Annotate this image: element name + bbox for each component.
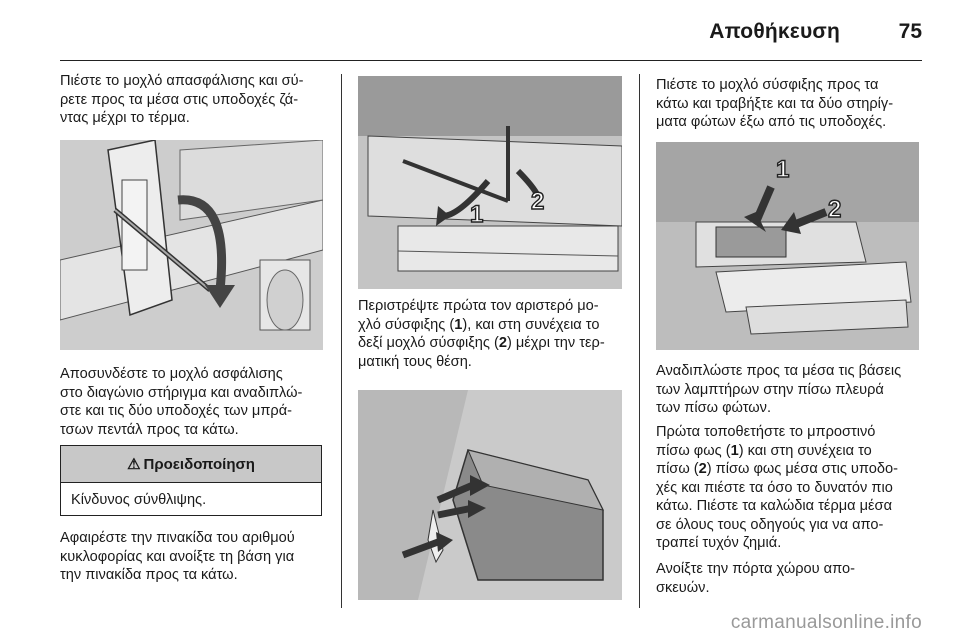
col3-para1: Πιέστε το μοχλό σύσφιξης προς τα κάτω και τραβήξτε και τα δύο στηρίγ- ματα φώτων έξω από τις υποδοχές.: [656, 77, 894, 130]
col1-para2: Αποσυνδέστε το μοχλό ασφάλισης στο διαγώνιο στήριγμα και αναδιπλώ- στε και τις δύο υποδοχές των μπρά- τσων πεντάλ προς τα κάτω.: [60, 366, 303, 438]
figure-folding-lever: [60, 140, 323, 350]
col3-para2: Αναδιπλώστε προς τα μέσα τις βάσεις των λαμπτήρων στην πίσω πλευρά των πίσω φώτων.: [656, 363, 902, 416]
page-title: Αποθήκευση: [709, 20, 840, 43]
warning-icon: ⚠: [127, 456, 141, 473]
warning-text: Κίνδυνος σύνθλιψης.: [71, 492, 207, 508]
column-divider-right: [639, 74, 640, 608]
figure-clamp-levers: [358, 76, 622, 289]
watermark: carmanualsonline.info: [730, 612, 922, 633]
illustration-lever: [60, 140, 323, 350]
column-divider-left: [341, 74, 342, 608]
col3-para3: Πρώτα τοποθετήστε το μπροστινό πίσω φως (1) και στη συνέχεια το πίσω (2) πίσω φως μέσα στις υποδο- χές και πιέστε τα όσο το δυνατόν πιο κάτω. Πιέστε τα καλώδια τέρμα μέσα σε όλους τους οδηγούς για να απο- τραπεί τυχόν ζημιά.: [656, 424, 898, 551]
figure-label-1: 1: [776, 156, 790, 183]
figure-label-2: 2: [828, 196, 842, 223]
figure1-label-2: 2: [531, 188, 545, 215]
col1-para1: Πιέστε το μοχλό απασφάλισης και σύ- ρετε προς τα μέσα στις υποδοχές ζά- ντας μέχρι το τέρμα.: [60, 73, 304, 126]
page-number: 75: [898, 20, 922, 43]
figure1-label-1: 1: [470, 201, 484, 228]
col3-para4: Ανοίξτε την πόρτα χώρου απο- σκευών.: [656, 561, 855, 596]
warning-header: [61, 446, 321, 483]
col1-para3: Αφαιρέστε την πινακίδα του αριθμού κυκλοφορίας και ανοίξτε τη βάση για την πινακίδα προς τα κάτω.: [60, 530, 295, 583]
figure-light-carrier: [358, 390, 622, 600]
figure-rear-lights: [656, 142, 919, 350]
warning-title: Προειδοποίηση: [143, 455, 255, 473]
col2-para1: Περιστρέψτε πρώτα τον αριστερό μο- χλό σύσφιξης (1), και στη συνέχεια το δεξί μοχλό σύσφιξης (2) μέχρι την τερ- ματική τους θέση.: [358, 298, 605, 370]
header-divider: [60, 60, 922, 61]
warning-box: [60, 445, 322, 516]
